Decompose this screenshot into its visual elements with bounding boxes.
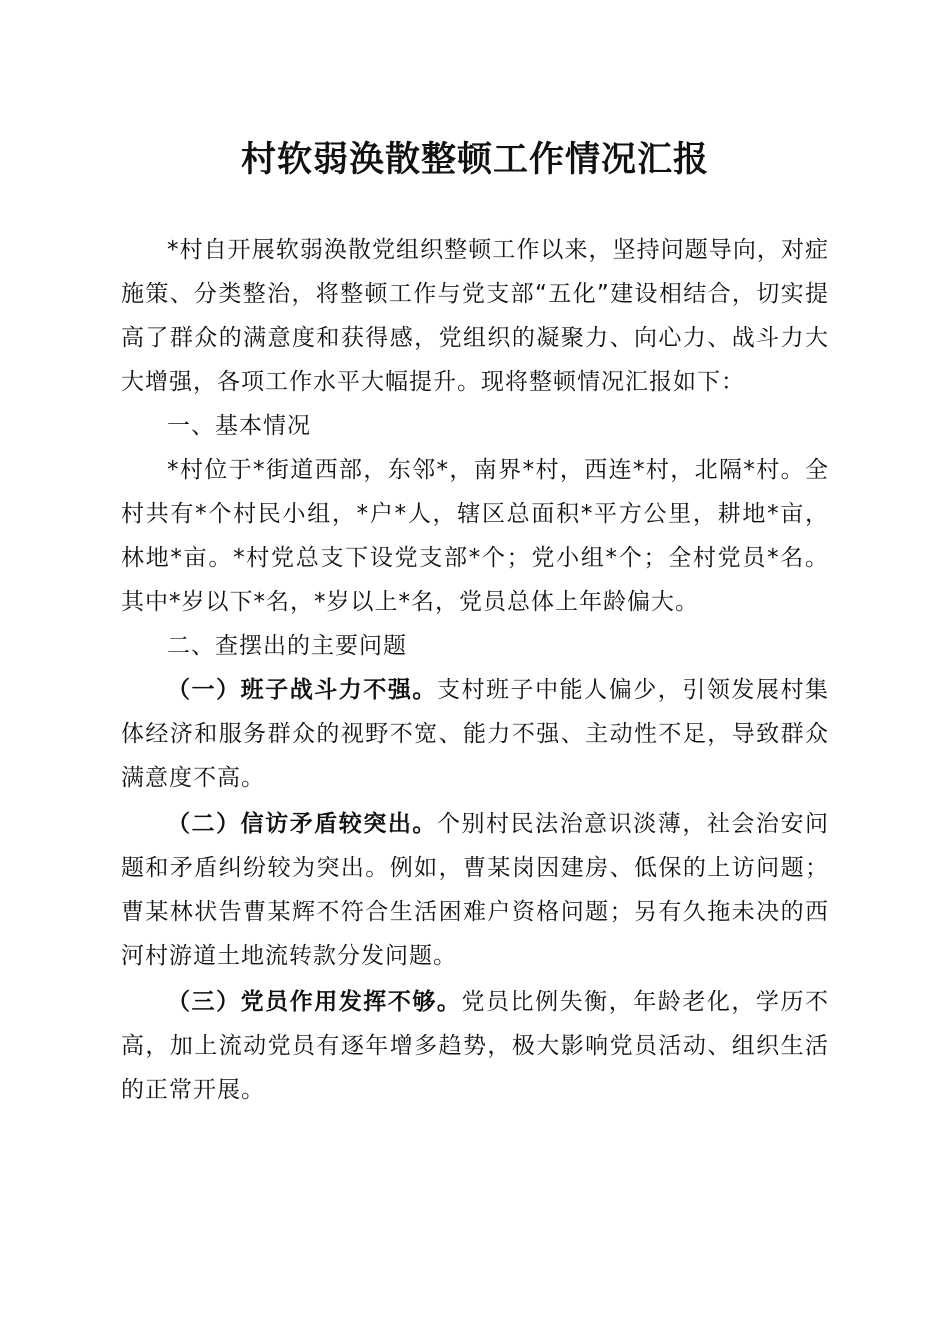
problem-item-3-lead: （三）党员作用发挥不够。 bbox=[167, 989, 462, 1015]
problem-item-1-text: 支村班子中能人偏少，引领发展村集体经济和服务群众的视野不宽、能力不强、主动性不足，导致群众满意度不高。 bbox=[121, 677, 830, 791]
document-title: 村软弱涣散整顿工作情况汇报 bbox=[240, 139, 709, 180]
problem-item-3-text: 党员比例失衡，年龄老化，学历不高，加上流动党员有逐年增多趋势，极大影响党员活动、组织生活的正常开展。 bbox=[121, 989, 830, 1103]
problem-item-1-lead: （一）班子战斗力不强。 bbox=[167, 677, 437, 703]
problem-item-2-lead: （二）信访矛盾较突出。 bbox=[167, 811, 437, 837]
problem-item-3 bbox=[121, 980, 829, 1112]
problem-item-2 bbox=[121, 802, 829, 978]
section-heading-basic-info: 一、基本情况 bbox=[167, 413, 311, 439]
problem-item-2-text: 个别村民法治意识淡薄，社会治安问题和矛盾纠纷较为突出。例如，曹某岗因建房、低保的上访问题；曹某林状告曹某辉不符合生活困难户资格问题；另有久拖未决的西河村游道土地流转款分发问题。 bbox=[121, 811, 830, 969]
basic-info-paragraph: *村位于*街道西部，东邻*，南界*村，西连*村，北隔*村。全村共有*个村民小组，*户*人，辖区总面积*平方公里，耕地*亩，林地*亩。*村党总支下设党支部*个；党小组*个；全村党员*名。其中*岁以下*名，*岁以上*名，党员总体上年龄偏大。 bbox=[121, 457, 829, 615]
intro-paragraph: *村自开展软弱涣散党组织整顿工作以来，坚持问题导向，对症施策、分类整治，将整顿工作与党支部“五化”建设相结合，切实提高了群众的满意度和获得感，党组织的凝聚力、向心力、战斗力大大增强，各项工作水平大幅提升。现将整顿情况汇报如下： bbox=[121, 237, 829, 395]
section-heading-main-problems: 二、查摆出的主要问题 bbox=[167, 633, 407, 659]
document-body bbox=[121, 228, 829, 1112]
problem-item-1 bbox=[121, 668, 829, 800]
